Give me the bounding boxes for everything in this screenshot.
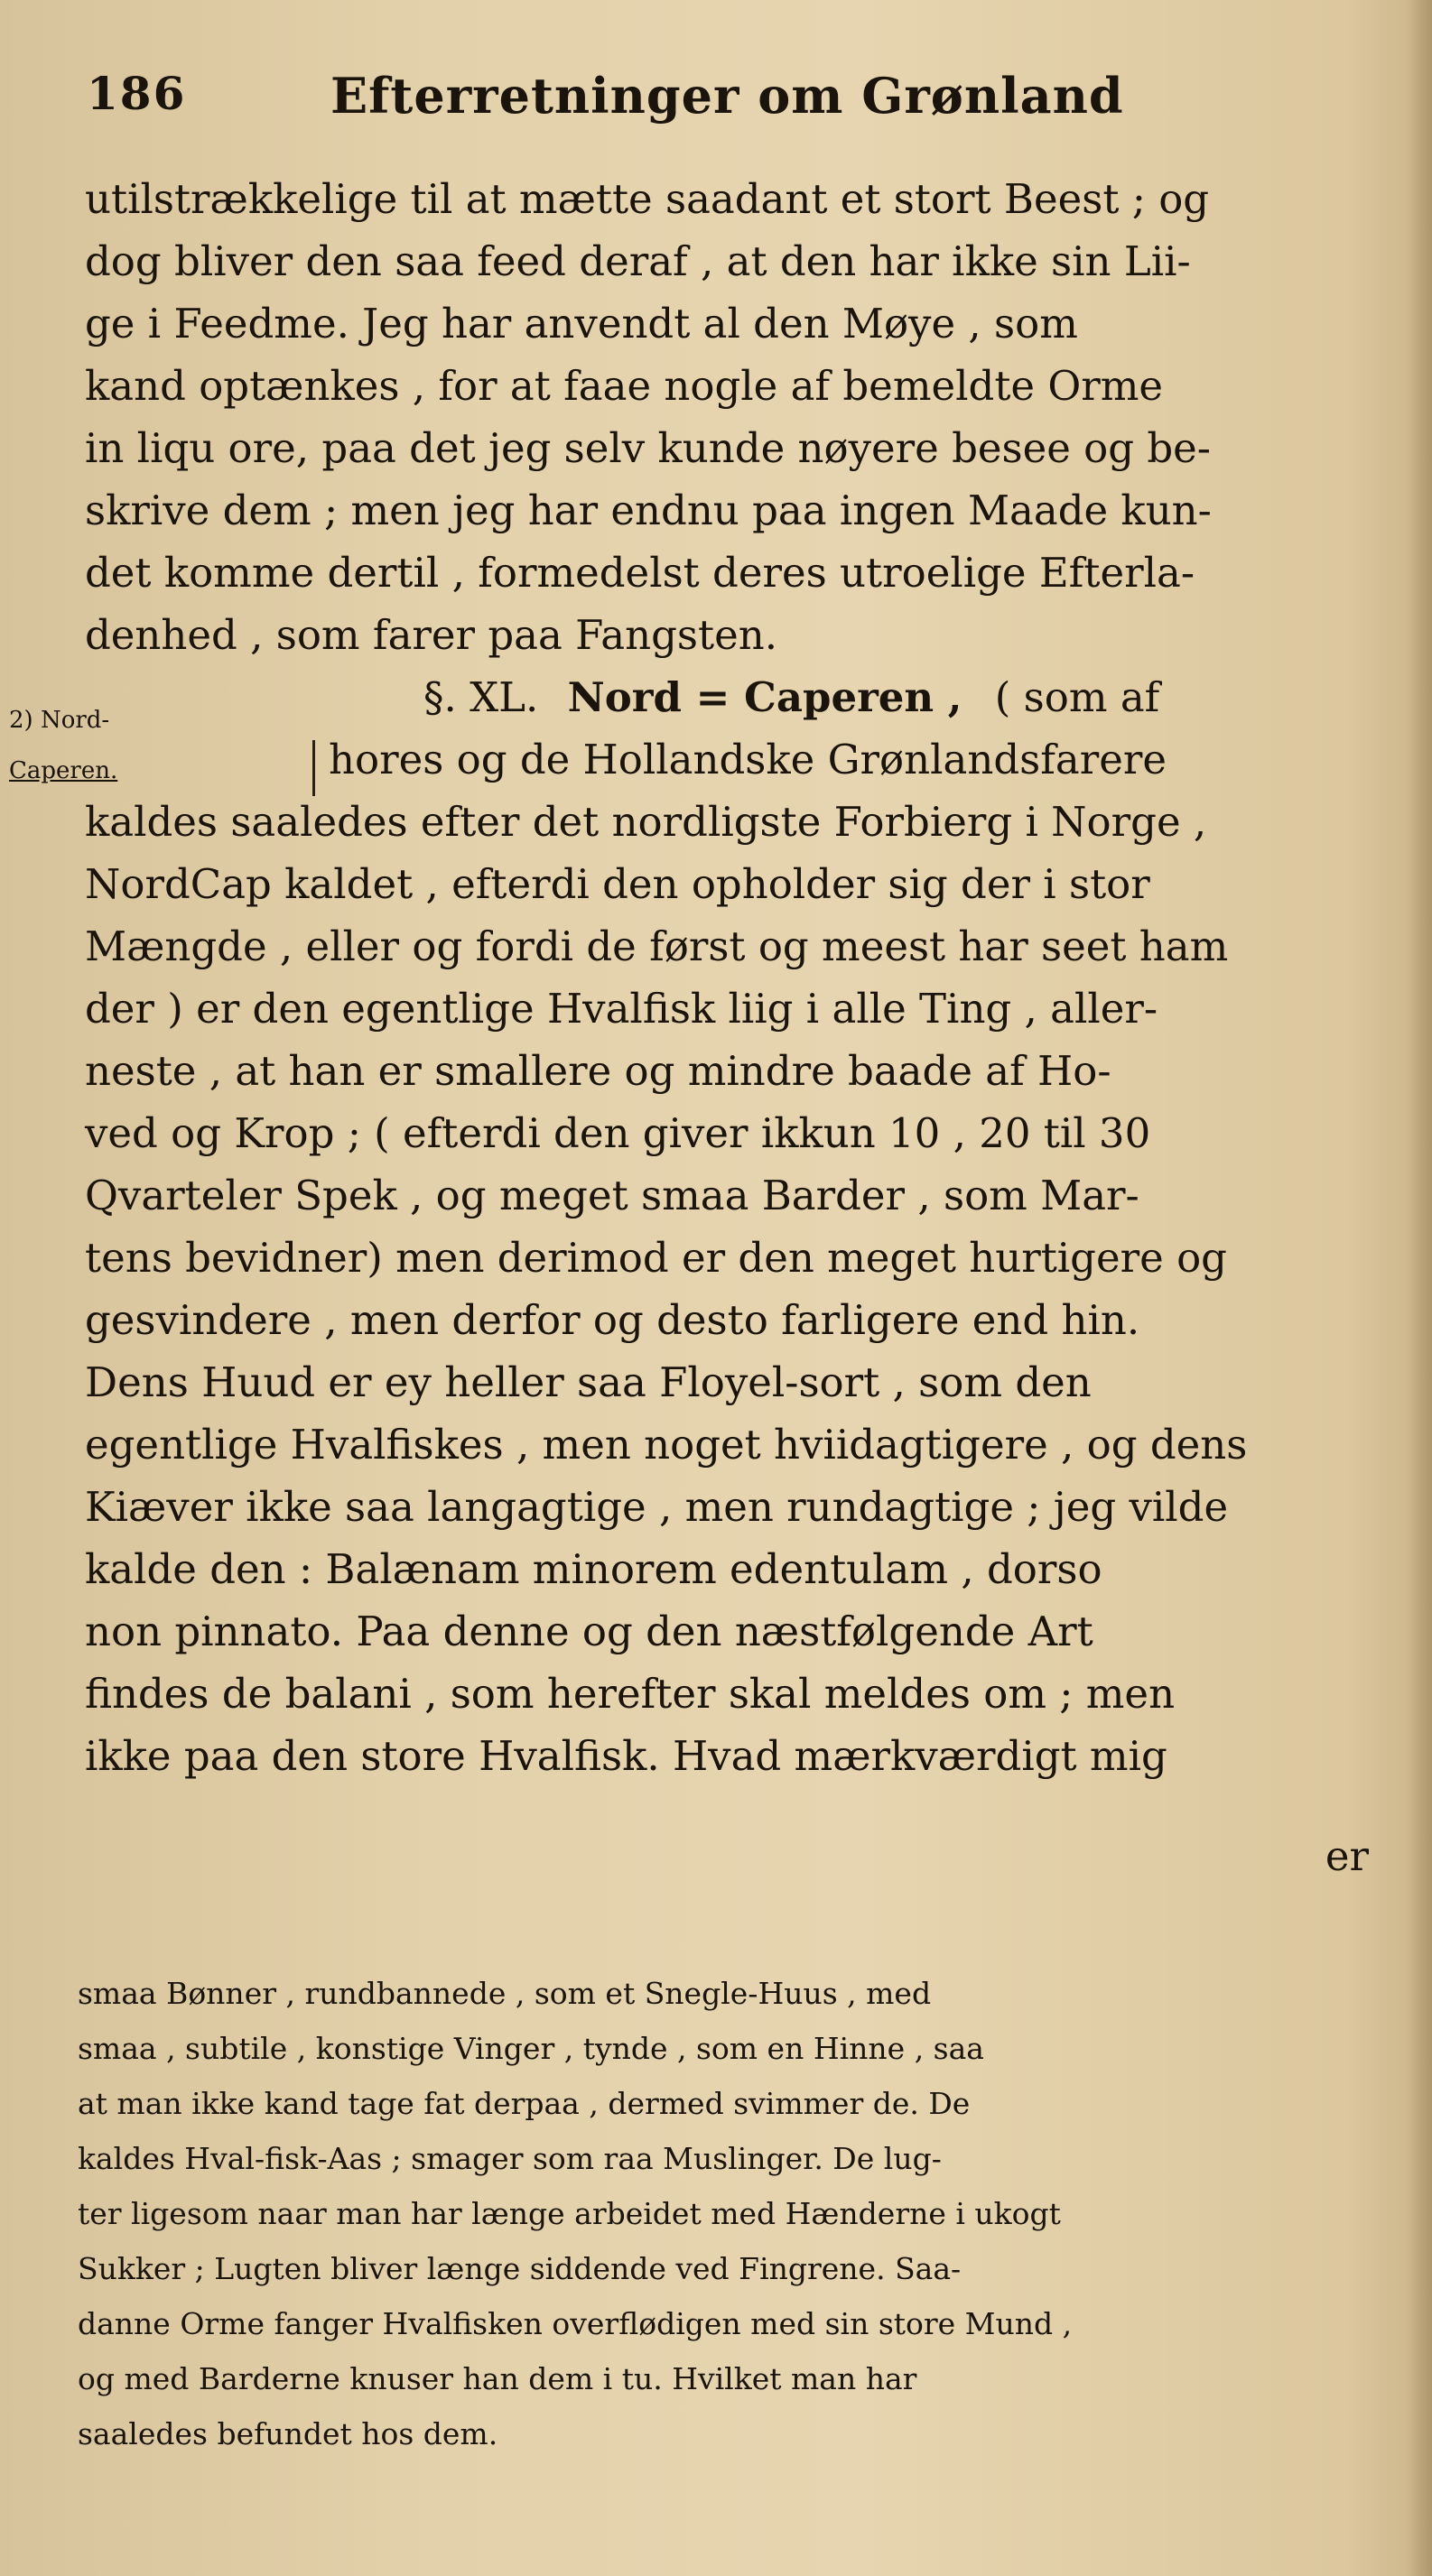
text-line: non pinnato. Paa denne og den næstfølgende Art bbox=[85, 1608, 1093, 1655]
footnote-line: saaledes befundet hos dem. bbox=[78, 2416, 498, 2451]
text-line: Dens Huud er ey heller saa Floyel-sort , som den bbox=[85, 1358, 1092, 1406]
footnote bbox=[78, 1966, 1360, 2461]
page-header bbox=[87, 67, 1333, 139]
text-line: Kiæver ikke saa langagtige , men rundagtige ; jeg vilde bbox=[85, 1483, 1229, 1531]
text-line: Mængde , eller og fordi de først og meest har seet ham bbox=[85, 922, 1229, 970]
margin-rule bbox=[312, 740, 315, 796]
text-line: kaldes saaledes efter det nordligste Forbierg i Norge , bbox=[85, 798, 1207, 846]
text-line: kalde den : Balænam minorem edentulam , dorso bbox=[85, 1545, 1102, 1593]
text-line: hores og de Hollandske Grønlandsfarere bbox=[329, 736, 1167, 783]
footnote-line: ter ligesom naar man har længe arbeidet med Hænderne i ukogt bbox=[78, 2196, 1061, 2231]
footnote-line: og med Barderne knuser han dem i tu. Hvilket man har bbox=[78, 2361, 917, 2396]
text-line: in liqu ore, paa det jeg selv kunde nøyere besee og be- bbox=[85, 424, 1212, 472]
running-title: Efterretninger om Grønland bbox=[330, 67, 1124, 125]
text-line: der ) er den egentlige Hvalfisk liig i alle Ting , aller- bbox=[85, 985, 1158, 1033]
text-line: tens bevidner) men derimod er den meget hurtigere og bbox=[85, 1234, 1227, 1282]
footnote-line: at man ikke kand tage fat derpaa , dermed svimmer de. De bbox=[78, 2086, 971, 2121]
text-line: skrive dem ; men jeg har endnu paa ingen Maade kun- bbox=[85, 486, 1212, 534]
text-line: utilstrækkelige til at mætte saadant et stort Beest ; og bbox=[85, 175, 1210, 223]
margin-note-line: Caperen. bbox=[9, 757, 118, 784]
footnote-line: smaa , subtile , konstige Vinger , tynde , som en Hinne , saa bbox=[78, 2031, 984, 2066]
catchword: er bbox=[1325, 1832, 1369, 1880]
main-text bbox=[85, 168, 1367, 1787]
margin-note-line: 2) Nord- bbox=[9, 707, 110, 734]
text-line: findes de balani , som herefter skal meldes om ; men bbox=[85, 1670, 1176, 1718]
footnote-line: smaa Bønner , rundbannede , som et Snegle-Huus , med bbox=[78, 1976, 932, 2011]
text-line: kand optænkes , for at faae nogle af bemeldte Orme bbox=[85, 362, 1164, 410]
section-heading-line bbox=[85, 666, 1367, 728]
text-line: neste , at han er smallere og mindre baade af Ho- bbox=[85, 1047, 1111, 1095]
text-line: ikke paa den store Hvalfisk. Hvad mærkværdigt mig bbox=[85, 1732, 1167, 1780]
page-edge-shadow bbox=[1407, 0, 1432, 2576]
text-line: NordCap kaldet , efterdi den opholder sig der i stor bbox=[85, 860, 1150, 908]
text-line: det komme dertil , formedelst deres utroelige Efterla- bbox=[85, 549, 1195, 597]
margin-note bbox=[9, 695, 235, 796]
section-number: §. XL. bbox=[423, 673, 539, 721]
footnote-line: danne Orme fanger Hvalfisken overflødigen med sin store Mund , bbox=[78, 2306, 1073, 2341]
footnote-line: Sukker ; Lugten bliver længe siddende ved Fingrene. Saa- bbox=[78, 2251, 962, 2286]
text-line: denhed , som farer paa Fangsten. bbox=[85, 611, 777, 659]
text-line: Qvarteler Spek , og meget smaa Barder , som Mar- bbox=[85, 1172, 1139, 1219]
text-line: dog bliver den saa feed deraf , at den har ikke sin Lii- bbox=[85, 237, 1191, 285]
page-number: 186 bbox=[87, 67, 187, 120]
text-line: ge i Feedme. Jeg har anvendt al den Møye , som bbox=[85, 300, 1078, 347]
section-heading: Nord = Caperen , bbox=[567, 673, 962, 721]
text-line: ved og Krop ; ( efterdi den giver ikkun 10 , 20 til 30 bbox=[85, 1109, 1151, 1157]
text-line: gesvindere , men derfor og desto farligere end hin. bbox=[85, 1296, 1140, 1344]
footnote-line: kaldes Hval-fisk-Aas ; smager som raa Muslinger. De lug- bbox=[78, 2141, 942, 2176]
text-line: egentlige Hvalfiskes , men noget hviidagtigere , og dens bbox=[85, 1421, 1248, 1469]
section-heading-rest: ( som af bbox=[994, 673, 1160, 721]
